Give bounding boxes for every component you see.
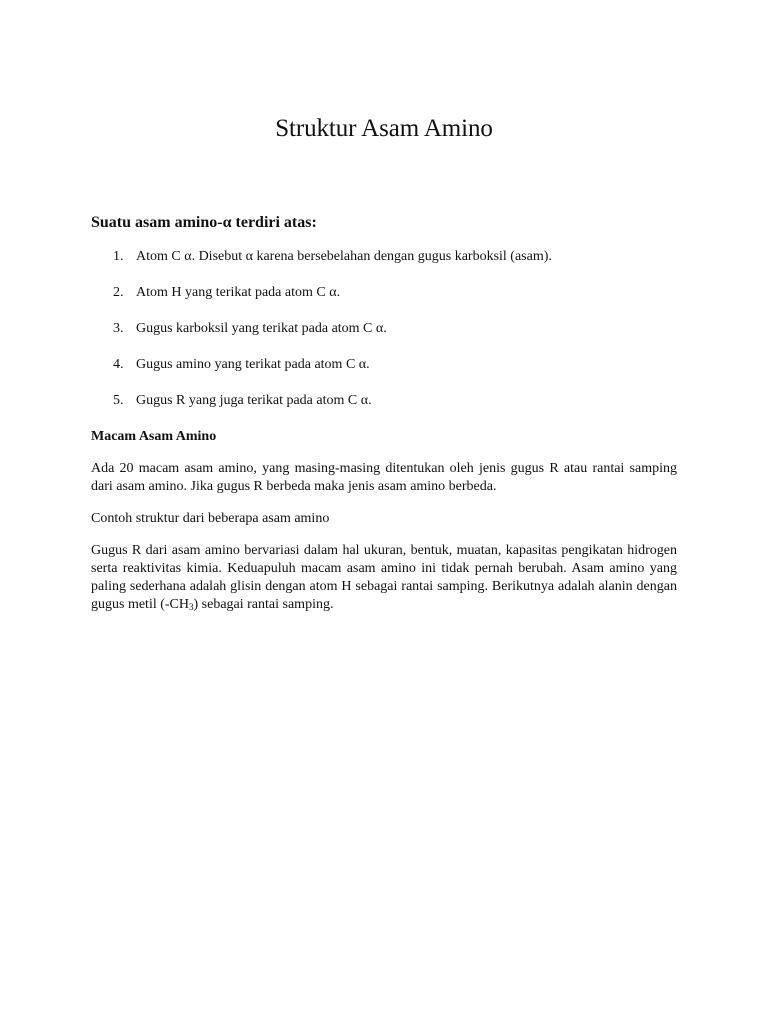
list-item [91,392,677,410]
list-item [91,356,677,374]
list-item-text: Atom C α. Disebut α karena bersebelahan dengan gugus karboksil (asam). [136,249,552,264]
list-item-text: Gugus R yang juga terikat pada atom C α. [136,393,372,408]
page-title: Struktur Asam Amino [275,115,493,142]
list-item-number: 5. [113,393,124,408]
paragraph-text-end: ) sebagai rantai samping. [193,597,334,612]
list-item-number: 4. [113,357,124,372]
list-item-text: Atom H yang terikat pada atom C α. [136,285,341,300]
section-heading: Macam Asam Amino [91,429,217,444]
paragraph-amino-acid-types: Ada 20 macam asam amino, yang masing-masing ditentukan oleh jenis gugus R atau rantai samping dari asam amino. Jika gugus R berbeda maka jenis asam amino berbeda. [91,461,677,494]
list-item [91,284,677,302]
list-item-number: 2. [113,285,124,300]
composition-list [91,248,677,410]
document-content [91,112,677,614]
list-item-number: 1. [113,249,124,264]
list-item [91,248,677,266]
list-item [91,320,677,338]
paragraph-r-group-variation [91,542,677,614]
paragraph-structure-examples: Contoh struktur dari beberapa asam amino [91,511,330,526]
list-item-text: Gugus amino yang terikat pada atom C α. [136,357,370,372]
list-item-number: 3. [113,321,124,336]
list-item-text: Gugus karboksil yang terikat pada atom C α. [136,321,387,336]
composition-subheading: Suatu asam amino-α terdiri atas: [91,214,317,231]
paragraph-text: Gugus R dari asam amino bervariasi dalam hal ukuran, bentuk, muatan, kapasitas pengikatan hidrogen serta reaktivitas kimia. Keduapuluh macam asam amino ini tidak pernah berubah. Asam amino yang paling sederhana adalah glisin dengan atom H sebagai rantai samping. Berikutnya adalah alanin dengan gugus metil (-CH [91,543,677,612]
subscript-text: 3 [189,602,194,612]
